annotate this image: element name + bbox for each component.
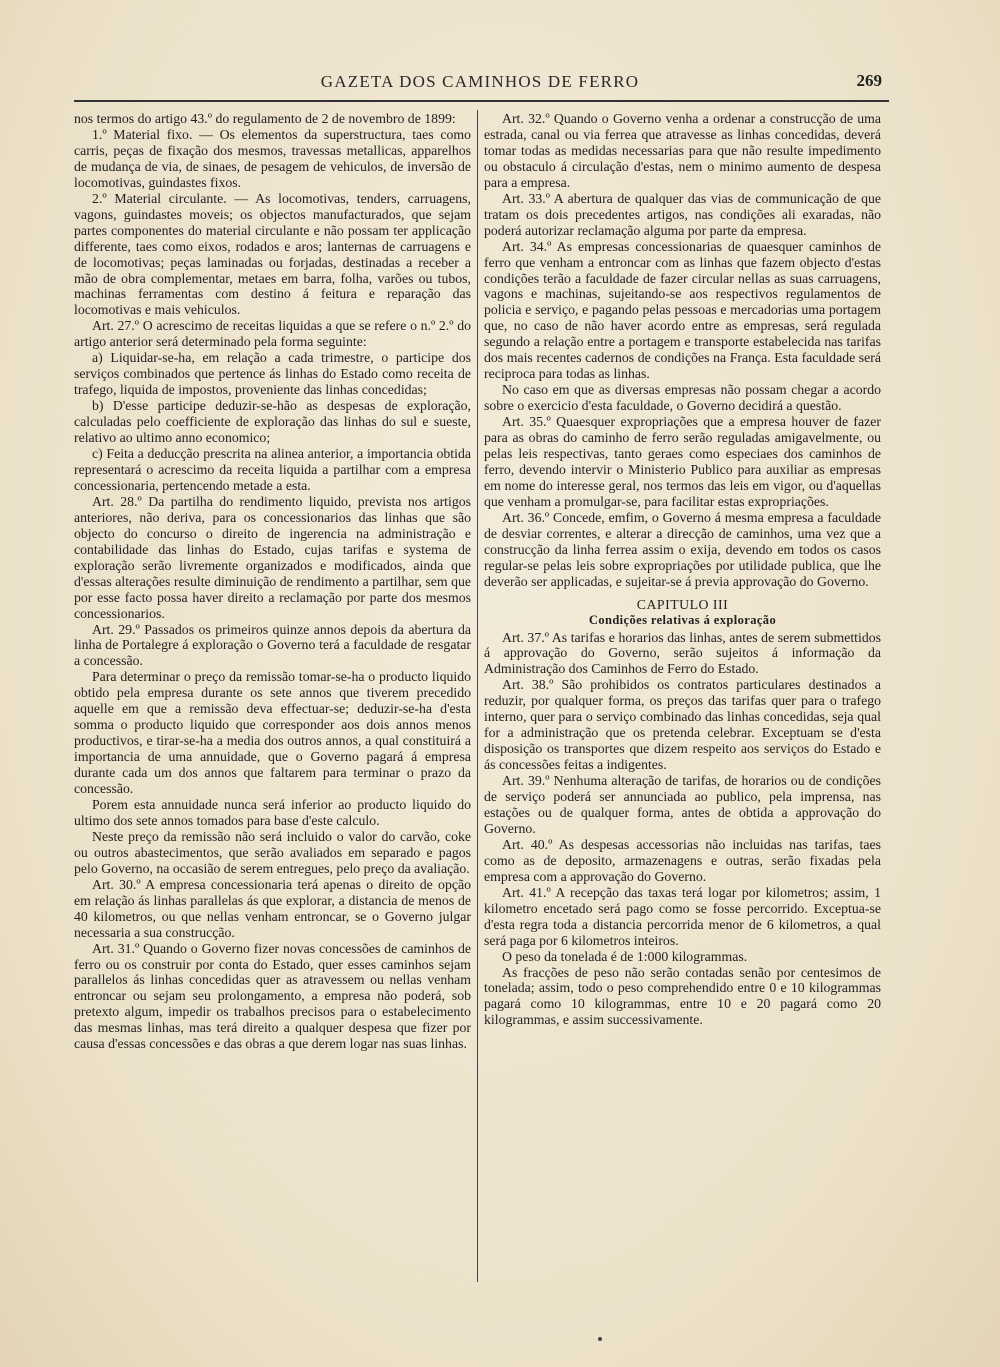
chapter-heading: CAPITULO III [636,596,729,612]
article-paragraph: Art. 30.º A empresa concessionaria terá apenas o direito de opção em relação ás linhas parallelas ás que explorar, a distancia de menos de 40 kilometros, ou que nellas venham entroncar, se o Governo julgar necessaria a sua construcção. [74,876,471,940]
article-paragraph: Art. 38.º São prohibidos os contratos particulares destinados a reduzir, por qualquer forma, os preços das tarifas quer para o trafego interno, quer para o serviço combinado das linhas concedidas, seja qual for a administração que os pretenda celebrar. Exceptuam se d'esta disposição os transportes que dizem respeito aos serviços do Estado e ás concessões feitas a indigentes. [484,677,881,773]
article-paragraph: Neste preço da remissão não será incluido o valor do carvão, coke ou outros abastecimentos, que serão avaliados em separado e pagos pelo Governo, na occasião de serem entregues, pelo preço da avaliação. [74,828,471,876]
list-item: b) D'esse participe deduzir-se-hão as despesas de exploração, calculadas pelo coefficiente de exploração das linhas do sul e sueste, relativo ao ultimo anno economico; [74,398,471,446]
left-column [74,111,471,1052]
header-rule [74,100,889,102]
article-paragraph: No caso em que as diversas empresas não possam chegar a acordo sobre o exercicio d'esta faculdade, o Governo decidirá a questão. [484,382,881,414]
right-column [484,111,881,1028]
article-paragraph: As fracções de peso não serão contadas senão por centesimos de tonelada; assim, todo o peso comprehendido entre 0 e 10 kilogrammas pagará como 10 kilogrammas, entre 10 e 20 pagará como 20 kilogrammas, e assim successivamente. [484,964,881,1028]
journal-title: GAZETA DOS CAMINHOS DE FERRO [320,72,640,91]
paragraph-continuation: nos termos do artigo 43.º do regulamento de 2 de novembro de 1899: [74,111,456,126]
article-paragraph: Art. 36.º Concede, emfim, o Governo á mesma empresa a faculdade de desviar correntes, e alterar a direcção de caminhos, uma vez que a construcção da linha ferrea assim o exija, devendo em todos os casos regular-se pelas leis sobre expropriações por utilidade publica, que lhe deverão ser applicadas, e sujeitar-se á previa approvação do Governo. [484,509,881,589]
list-item: 1.º Material fixo. — Os elementos da superstructura, taes como carris, peças de fixação dos mesmos, travessas metallicas, apparelhos de mudança de via, de sinaes, de pesagem de vehiculos, de inversão de locomotivas, guindastes fixos. [74,126,471,190]
chapter-subtitle: Condições relativas á exploração [588,612,777,627]
article-paragraph: Art. 27.º O acrescimo de receitas liquidas a que se refere o n.º 2.º do artigo anterior será determinado pela forma seguinte: [74,318,471,350]
ink-dot [598,1337,602,1341]
article-paragraph: Art. 35.º Quaesquer expropriações que a empresa houver de fazer para as obras do caminho de ferro serão reguladas amigavelmente, ou pelas leis respectivas, tanto geraes como especiaes dos caminhos de ferro, devendo intervir o Ministerio Publico para auxiliar as empresas em nome do interesse geral, nos termos das leis em vigor, ou d'aquellas que venham a promulgar-se, para facilitar estas expropriações. [484,414,881,509]
column-divider [477,110,478,1282]
article-paragraph: Art. 37.º As tarifas e horarios das linhas, antes de serem submettidos á approvação do Governo, serão sujeitos á informação da Administração dos Caminhos de Ferro do Estado. [484,629,881,677]
page-number: 269 [856,71,882,90]
list-item: c) Feita a deducção prescrita na alinea anterior, a importancia obtida representará o acrescimo da receita liquida a partilhar com a empresa concessionaria, pertencendo metade a esta. [74,446,471,493]
article-paragraph: Porem esta annuidade nunca será inferior ao producto liquido do ultimo dos sete annos tomados para base d'este calculo. [74,796,471,828]
article-paragraph: Art. 41.º A recepção das taxas terá logar por kilometros; assim, 1 kilometro encetado será pago como se fosse percorrido. Exceptua-se d'esta regra toda a distancia percorrida menor de 6 kilometros, a qual será paga por 6 kilometros inteiros. [484,884,881,948]
article-paragraph: Art. 28.º Da partilha do rendimento liquido, prevista nos artigos anteriores, não deriva, para os concessionarios das linhas que são objecto do concurso o direito de ingerencia na administração e contabilidade das linhas do Estado, cujas tarifas e systema de exploração serão livremente organizados e modificados, ainda que d'essas alterações resulte diminuição de rendimento a partilhar, sem que por esse facto possa haver direito a reclamação por parte dos mesmos concessionarios. [74,493,471,621]
article-paragraph: Art. 33.º A abertura de qualquer das vias de communicação de que tratam os dois precedentes artigos, nas condições ali exaradas, não poderá autorizar reclamação alguma por parte da empresa. [484,190,881,238]
article-paragraph: Art. 34.º As empresas concessionarias de quaesquer caminhos de ferro que venham a entroncar com as linhas que fazem objecto d'estas condições terão a faculdade de fazer circular nellas as suas carruagens, vagons e machinas, sujeitando-se aos respectivos regulamentos de policia e serviço, e pagando pelas pessoas e mercadorias uma portagem que, no caso de não haver acordo entre as empresas, será regulada segundo a relação entre a portagem e transporte estabelecida nas tarifas dos mais recentes cadernos de condições na França. Esta faculdade será reciproca para todas as linhas. [484,238,881,382]
page-header [70,70,890,100]
article-paragraph: Art. 31.º Quando o Governo fizer novas concessões de caminhos de ferro ou os construir por conta do Estado, quer esses caminhos sejam parallelos ás linhas concedidas quer as atravessem ou nellas venham entroncar ou sejam seu prolongamento, a empresa não poderá, sob pretexto algum, impedir os trabalhos precisos para o estabelecimento das mesmas linhas, mas terá direito a qualquer despesa que fizer por causa d'essas concessões e das obras a que derem logar nas suas linhas. [74,940,471,1052]
list-item: a) Liquidar-se-ha, em relação a cada trimestre, o participe dos serviços combinados que pertence ás linhas do Estado como receita de trafego, liquida de impostos, proveniente das linhas concedidas; [74,350,471,398]
article-paragraph: Art. 29.º Passados os primeiros quinze annos depois da abertura da linha de Portalegre á exploração o Governo terá a faculdade de resgatar a concessão. [74,621,471,669]
list-item: 2.º Material circulante. — As locomotivas, tenders, carruagens, vagons, guindastes moveis; os objectos manufacturados, que sejam partes componentes do material circulante e não possam ter applicação differente, taes como eixos, rodados e aros; lanternas de carruagens e de locomotivas; peças laminadas ou forjadas, destinadas a receber a mão de obra complementar, metaes em barra, folha, varões ou tubos, machinas ferramentas com destino á feitura e reparação das locomotivas e mais vehiculos. [74,190,471,318]
article-paragraph: Para determinar o preço da remissão tomar-se-ha o producto liquido obtido pela empresa durante os sete annos que tiverem precedido aquelle em que a remissão deva effectuar-se; deduzir-se-ha d'esta somma o producto liquido que corresponder aos dois annos menos productivos, e tirar-se-ha a media dos outros annos, a qual constituirá a importancia de uma annuidade, que o Governo pagará á empresa durante cada um dos annos que faltarem para terminar o prazo da concessão. [74,669,471,797]
article-paragraph: Art. 40.º As despesas accessorias não incluidas nas tarifas, taes como as de deposito, armazenagens e outras, serão fixadas pela empresa com a approvação do Governo. [484,836,881,884]
article-paragraph: Art. 32.º Quando o Governo venha a ordenar a construcção de uma estrada, canal ou via ferrea que atravesse as linhas concedidas, deverá tomar todas as medidas necessarias para que não resulte impedimento ou obstaculo á circulação d'estas, nem o minimo aumento de despesa para a empresa. [484,111,881,190]
article-paragraph: O peso da tonelada é de 1:000 kilogrammas. [502,948,748,964]
article-paragraph: Art. 39.º Nenhuma alteração de tarifas, de horarios ou de condições de serviço poderá ser annunciada ao publico, pela imprensa, nas estações ou de qualquer forma, antes de obtida a approvação do Governo. [484,773,881,836]
